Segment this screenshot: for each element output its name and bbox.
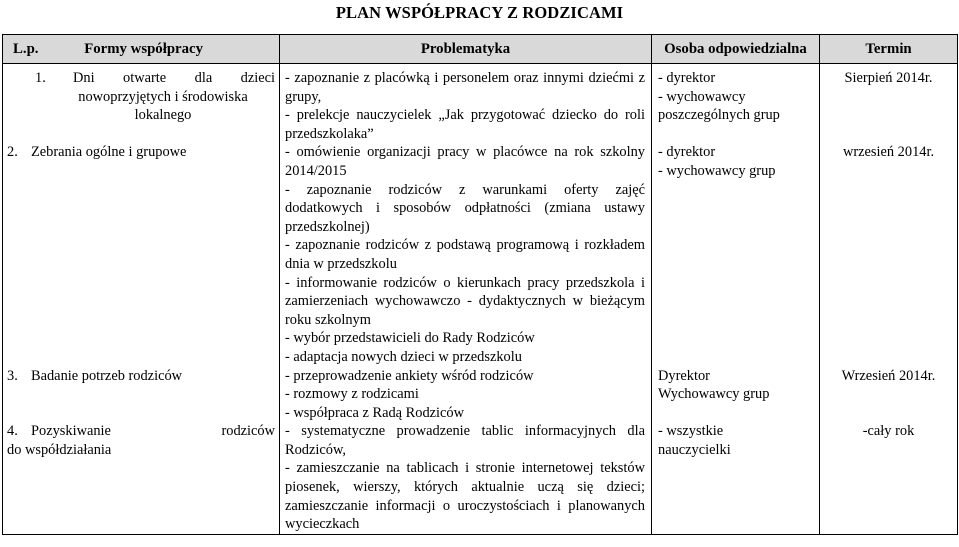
row-1-termin: Sierpień 2014r. (844, 70, 933, 86)
row-2-number: 2. (7, 144, 18, 161)
row-1-form-line-1: Dni otwarte dla dzieci (73, 70, 275, 86)
row-1-form-cell (3, 64, 280, 144)
table-row (3, 367, 958, 423)
row-1-problematyka-item-2: - prelekcje nauczycielek „Jak przygotować dziecko do roli przedszkolaka” (285, 107, 645, 142)
page-title: PLAN WSPÓŁPRACY Z RODZICAMI (335, 3, 624, 22)
row-1-osoba-cell (652, 64, 820, 144)
header-osoba: Osoba odpowiedzialna (652, 35, 820, 64)
row-2-problematyka-item-2: - zapoznanie rodziców z warunkami oferty zajęć dodatkowych i sposobów odpłatności (zmiana ustawy przedszkolnej) (285, 181, 645, 235)
row-1-termin-cell (820, 64, 958, 144)
row-4-form-line-2: do współdziałania (7, 441, 112, 458)
row-2-osoba-cell (652, 143, 820, 366)
row-2-problematyka-item-6: - adaptacja nowych dzieci w przedszkolu (285, 348, 522, 365)
cooperation-plan-table (2, 34, 958, 535)
row-1-form-line-2: nowoprzyjętych i środowiska (78, 88, 248, 105)
row-3-number: 3. (7, 367, 18, 384)
row-1-problematyka-cell (280, 64, 652, 144)
row-1-osoba-line-3: poszczególnych grup (658, 107, 780, 124)
row-2-form-cell (3, 143, 280, 366)
row-3-problematyka-item-3: - współpraca z Radą Rodziców (285, 404, 465, 421)
row-1-osoba-line-2: - wychowawcy (658, 88, 746, 105)
row-2-termin-cell (820, 143, 958, 366)
table-row (3, 64, 958, 144)
row-3-problematyka-item-1: - przeprowadzenie ankiety wśród rodziców (285, 367, 534, 384)
row-3-termin: Wrzesień 2014r. (841, 367, 936, 384)
row-4-osoba-cell (652, 422, 820, 534)
header-problematyka: Problematyka (280, 35, 652, 64)
row-4-form-line-1: Pozyskiwanie rodziców (31, 423, 275, 440)
header-lp-and-forms (3, 35, 280, 64)
row-2-problematyka-item-1: - omówienie organizacji pracy w placówce na rok szkolny 2014/2015 (285, 144, 645, 179)
row-3-form: Badanie potrzeb rodziców (31, 367, 183, 384)
table-row (3, 143, 958, 366)
row-2-osoba-line-2: - wychowawcy grup (658, 162, 776, 179)
row-3-osoba-cell (652, 367, 820, 423)
row-1-form-line-3: lokalnego (134, 107, 192, 124)
row-1-problematyka-item-1: - zapoznanie z placówką i personelem oraz innymi dziećmi z grupy, (285, 70, 645, 105)
table-row (3, 422, 958, 534)
table-header-row (3, 35, 958, 64)
row-4-termin-cell (820, 422, 958, 534)
row-4-problematyka-item-2: - zamieszczanie na tablicach i stronie internetowej tekstów piosenek, wierszy, których aktualnie uczą się dzieci; zamieszczanie informacji o uroczystościach i planowanych wycieczkach (285, 460, 645, 533)
row-3-osoba-line-2: Wychowawcy grup (658, 386, 770, 403)
row-1-osoba-line-1: - dyrektor (658, 70, 716, 86)
row-4-problematyka-cell (280, 422, 652, 534)
row-2-problematyka-item-4: - informowanie rodziców o kierunkach pracy przedszkola i zamierzeniach wychowawczo - dydaktycznych w bieżącym roku szkolnym (285, 274, 645, 328)
row-2-form: Zebrania ogólne i grupowe (31, 144, 187, 161)
row-2-problematyka-cell (280, 143, 652, 366)
row-2-problematyka-item-3: - zapoznanie rodziców z podstawą programową i rozkładem dnia w przedszkolu (285, 237, 645, 272)
header-lp: L.p. (13, 40, 39, 57)
row-4-termin: -cały rok (862, 423, 915, 440)
row-2-problematyka-item-5: - wybór przedstawicieli do Rady Rodziców (285, 330, 535, 347)
row-3-osoba-line-1: Dyrektor (658, 367, 710, 384)
row-4-osoba-line-1: - wszystkie (658, 423, 724, 440)
row-4-problematyka-item-1: - systematyczne prowadzenie tablic informacyjnych dla Rodziców, (285, 423, 645, 458)
row-4-form-cell (3, 422, 280, 534)
row-2-osoba-line-1: - dyrektor (658, 144, 716, 161)
row-3-termin-cell (820, 367, 958, 423)
row-2-termin: wrzesień 2014r. (842, 144, 935, 161)
row-3-form-cell (3, 367, 280, 423)
header-formy: Formy współpracy (84, 40, 203, 57)
row-4-number: 4. (7, 423, 18, 440)
row-3-problematyka-cell (280, 367, 652, 423)
row-3-problematyka-item-2: - rozmowy z rodzicami (285, 386, 419, 403)
row-1-number: 1. (35, 70, 46, 86)
header-termin: Termin (820, 35, 958, 64)
row-4-osoba-line-2: nauczycielki (658, 441, 731, 458)
